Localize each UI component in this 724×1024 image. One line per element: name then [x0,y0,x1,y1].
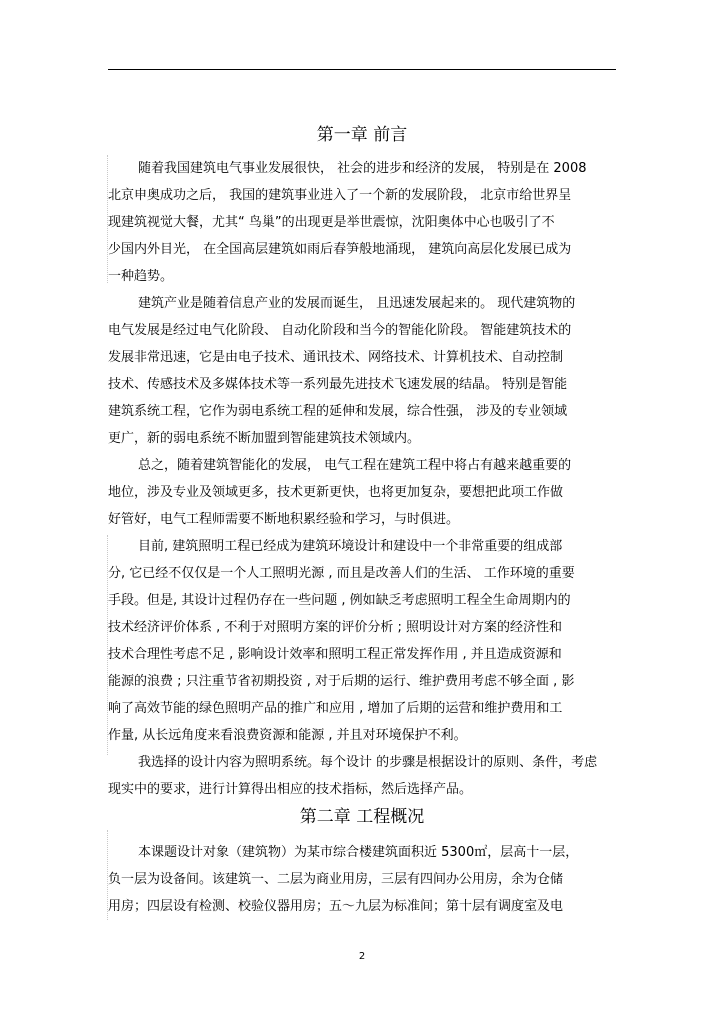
text-line: 总之，随着建筑智能化的发展， 电气工程在建筑工程中将占有越来越重要的 [138,458,572,473]
text-line: 技术合理性考虑不足 , 影响设计效率和照明工程正常发挥作用 , 并且造成资源和 [108,647,562,662]
text-line: 技术、传感技术及多媒体技术等一系列最先进技术飞速发展的结晶。 特别是智能 [108,377,568,392]
text-line: 建筑产业是随着信息产业的发展而诞生， 且迅速发展起来的。 现代建筑物的 [138,296,576,311]
text-line: 更广，新的弱电系统不断加盟到智能建筑技术领域内。 [108,431,421,446]
text-line: 地位，涉及专业及领域更多，技术更新更快，也将更加复杂，要想把此项工作做 [108,485,564,500]
text-line: 用房；四层设有检测、校验仪器用房；五～九层为标准间；第十层有调度室及电 [108,899,564,914]
text-line: 目前, 建筑照明工程已经成为建筑环境设计和建设中一个非常重要的组成部 [138,539,563,554]
text-line: 北京申奥成功之后， 我国的建筑事业进入了一个新的发展阶段， 北京市给世界呈 [108,188,572,203]
chapter-1-title: 第一章 前言 [316,125,408,145]
text-line: 现建筑视觉大餐，尤其“ 鸟巢”的出现更是举世震惊，沈阳奥体中心也吸引了不 [108,215,555,230]
text-line: 随着我国建筑电气事业发展很快， 社会的进步和经济的发展， 特别是在 2008 [138,161,587,176]
page-number: 2 [358,951,366,962]
text-line: 分, 它已经不仅仅是一个人工照明光源 , 而且是改善人们的生活、 工作环境的重要 [108,566,575,581]
text-line: 本课题设计对象（建筑物）为某市综合楼建筑面积近 5300㎡，层高十一层， [138,845,579,860]
text-line: 发展非常迅速，它是由电子技术、通讯技术、网络技术、计算机技术、自动控制 [108,350,564,365]
text-line: 建筑系统工程，它作为弱电系统工程的延伸和发展，综合性强， 涉及的专业领域 [108,404,568,419]
text-line: 现实中的要求，进行计算得出相应的技术指标，然后选择产品。 [108,782,473,797]
chapter-2-title: 第二章 工程概况 [299,807,425,827]
text-line: 负一层为设备间。该建筑一、二层为商业用房，三层有四间办公用房，余为仓储 [108,872,564,887]
text-line: 能源的浪费 ; 只注重节省初期投资 , 对于后期的运行、维护费用考虑不够全面 , 影 [108,674,575,689]
header-rule [108,69,616,70]
text-line: 好管好，电气工程师需要不断地积累经验和学习，与时俱进。 [108,512,460,527]
text-line: 电气发展是经过电气化阶段、 自动化阶段和当今的智能化阶段。 智能建筑技术的 [108,323,572,338]
text-line: 技术经济评价体系 , 不利于对照明方案的评价分析 ; 照明设计对方案的经济性和 [108,620,563,635]
text-line: 作量, 从长远角度来看浪费资源和能源 , 并且对环境保护不利。 [108,728,467,743]
text-line: 手段。但是, 其设计过程仍存在一些问题 , 例如缺乏考虑照明工程全生命周期内的 [108,593,571,608]
text-line: 响了高效节能的绿色照明产品的推广和应用 , 增加了后期的运营和维护费用和工 [108,701,563,716]
text-line: 一种趋势。 [108,269,174,284]
text-line: 我选择的设计内容为照明系统。每个设计 的步骤是根据设计的原则、条件，考虑 [138,755,598,770]
text-line: 少国内外目光， 在全国高层建筑如雨后春笋般地涌现， 建筑向高层化发展已成为 [108,242,572,257]
